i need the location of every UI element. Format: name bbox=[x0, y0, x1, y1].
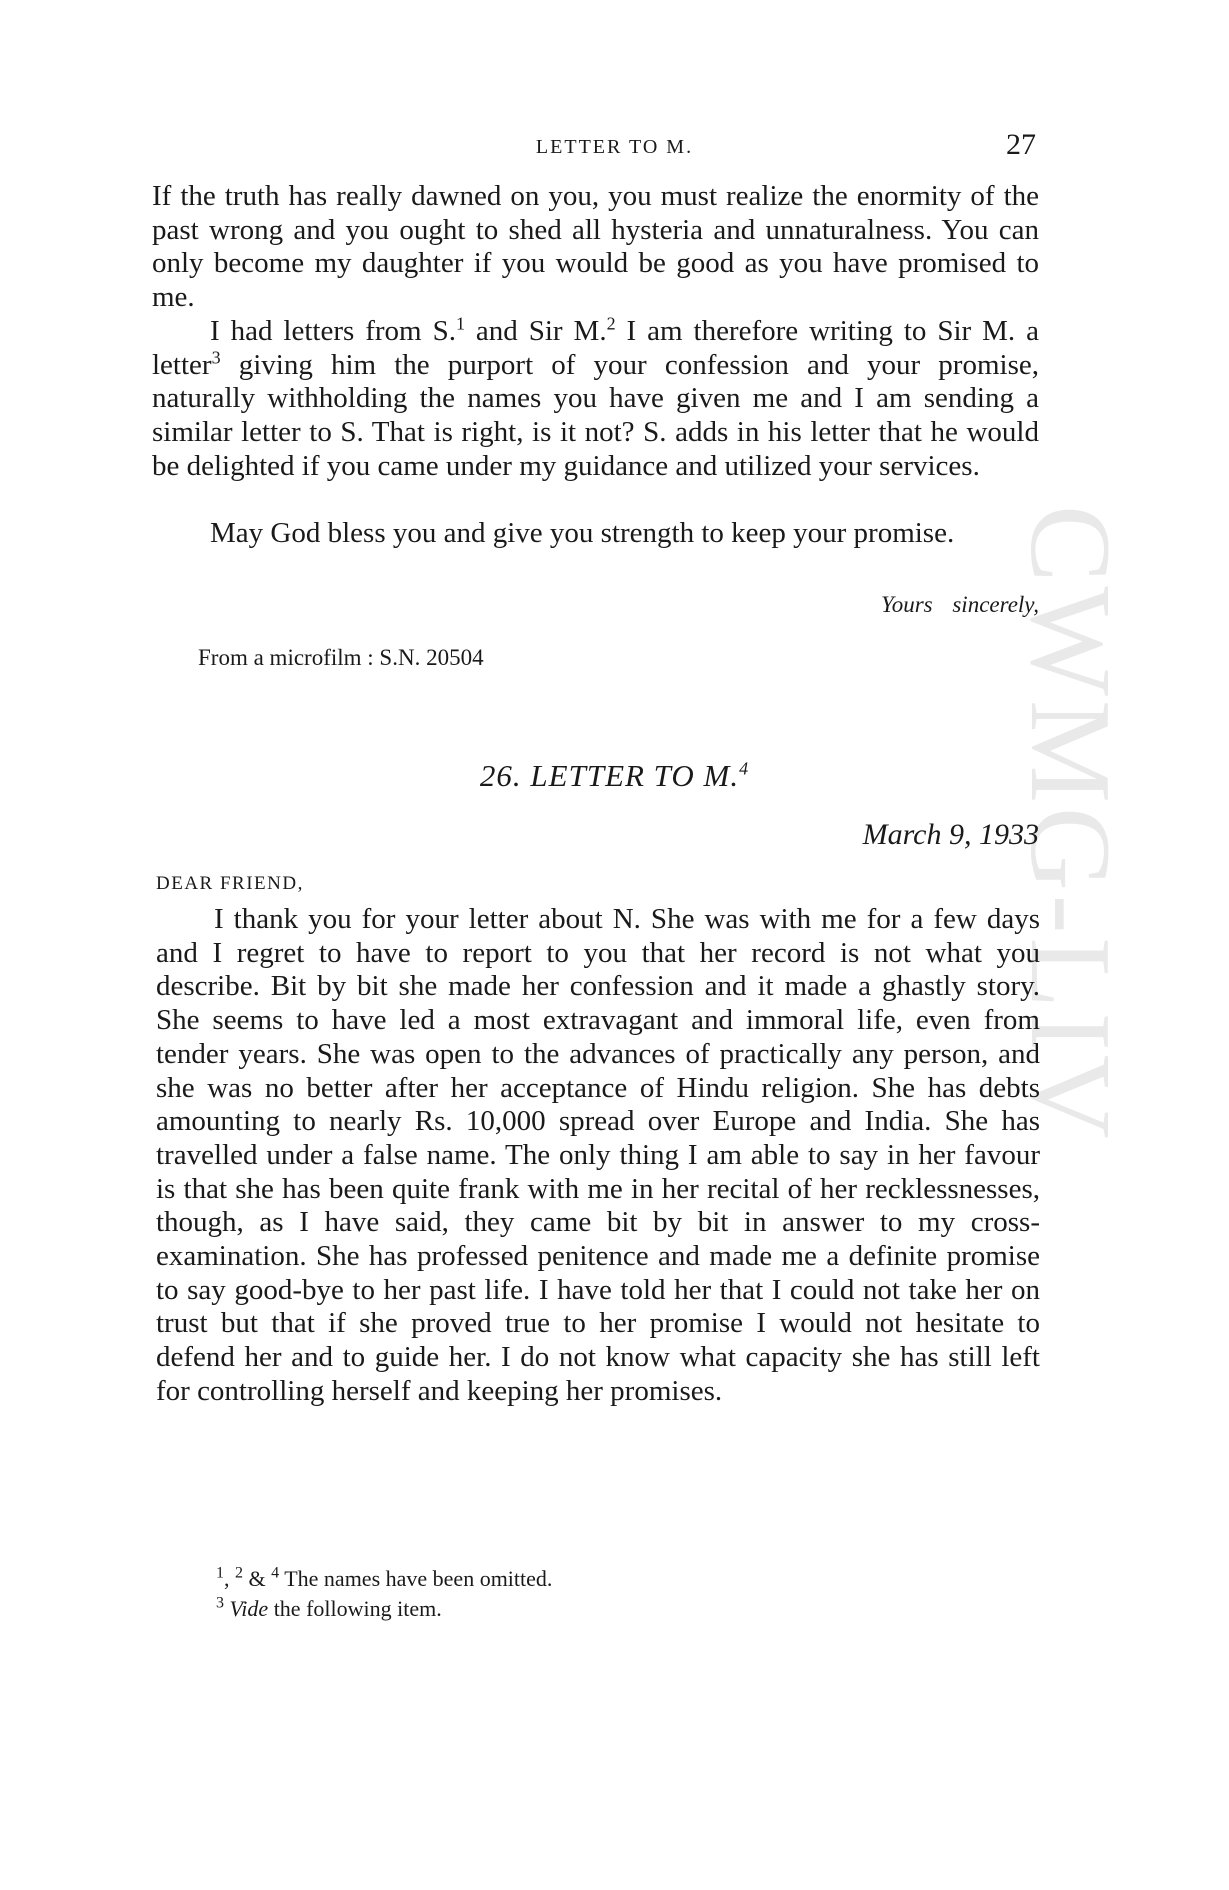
paragraph-text: I am therefore writing to Sir M. a letter bbox=[152, 315, 1039, 381]
footnote-ref: 2 bbox=[606, 313, 616, 334]
paragraph-text: I had letters from S. bbox=[210, 315, 456, 347]
footnote-ref: 4 bbox=[739, 758, 750, 779]
footnote bbox=[216, 1594, 552, 1624]
heading-text: 26. LETTER TO M. bbox=[479, 758, 740, 793]
source-note: From a microfilm : S.N. 20504 bbox=[198, 645, 484, 670]
paragraph bbox=[152, 517, 1039, 551]
page-number: 27 bbox=[1006, 128, 1036, 161]
footnote-marker: 1 bbox=[216, 1564, 224, 1582]
footnote-ref: 1 bbox=[455, 313, 465, 334]
footnote-italic: Vide bbox=[229, 1596, 269, 1621]
document-heading bbox=[0, 758, 1229, 794]
salutation: DEAR FRIEND, bbox=[156, 873, 304, 894]
paragraph-text: I thank you for your letter about N. She was with me for a few days and I regret to have to report to you that her record is not what you describe. Bit by bit she made her confession and it made a ghastly story. She seems to have led a most extravagant and immoral life, even from tender years. She was open to the advances of practically any person, and she was no better after her acceptance of Hindu religion. She has debts amounting to nearly Rs. 10,000 spread over Europe and India. She has travelled under a false name. The only thing I am able to say in her favour is that she has been quite frank with me in her recital of her recklessnesses, though, as I have said, they came bit by bit in answer to my cross-examination. She has professed penitence and made me a definite promise to say good-bye to her past life. I have told her that I could not take her on trust but that if she proved true to her promise I would not hesitate to defend her and to guide her. I do not know what capacity she has still left for controlling herself and keeping her promises. bbox=[156, 903, 1040, 1407]
running-head bbox=[0, 128, 1229, 168]
footnote-separator: & bbox=[243, 1566, 272, 1591]
footnote-marker: 3 bbox=[216, 1594, 224, 1612]
footnote bbox=[216, 1564, 552, 1594]
paragraph: If the truth has really dawned on you, you must realize the enormity of the past wrong and you ought to shed all hysteria and unnaturalness. You can only become my daughter if you would be good as you have promised to me. bbox=[152, 180, 1039, 314]
watermark: CWMG-LIV bbox=[1006, 505, 1134, 1143]
letter-date: March 9, 1933 bbox=[862, 818, 1039, 851]
footnote-ref: 3 bbox=[211, 347, 221, 368]
letter-body bbox=[156, 903, 1040, 1409]
footnote-text: The names have been omitted. bbox=[279, 1566, 553, 1591]
paragraph bbox=[152, 315, 1039, 484]
footnote-separator: , bbox=[224, 1566, 235, 1591]
running-head-title: LETTER TO M. bbox=[535, 136, 694, 158]
footnotes bbox=[216, 1564, 552, 1624]
paragraph-text: and Sir M. bbox=[464, 315, 607, 347]
paragraph-text: giving him the purport of your confession and your promise, naturally withholding the names you have given me and I am sending a similar letter to S. That is right, is it not? S. adds in his letter that he would be delighted if you came under my guidance and utilized your services. bbox=[152, 348, 1039, 482]
paragraph-text: May God bless you and give you strength to keep your promise. bbox=[210, 517, 955, 549]
footnote-marker: 2 bbox=[235, 1564, 243, 1582]
footnote-text: the following item. bbox=[268, 1596, 442, 1621]
letter-closing: Yours sincerely, bbox=[881, 592, 1039, 617]
footnote-marker: 4 bbox=[271, 1564, 280, 1582]
